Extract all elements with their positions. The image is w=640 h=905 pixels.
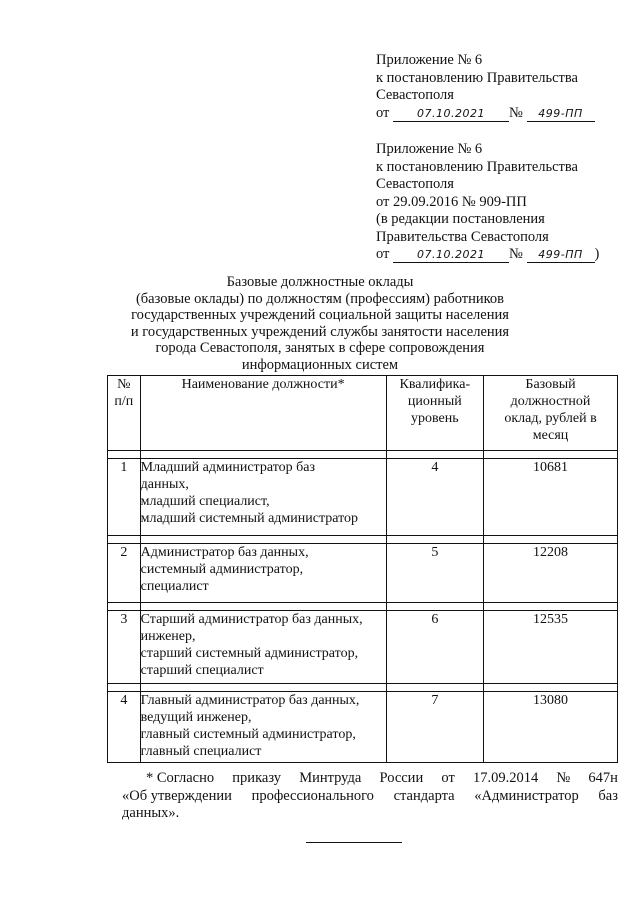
footnote-line: * Согласно приказу Минтруда России от 17.09.2014 № 647н: [146, 770, 618, 786]
date-prefix: от: [376, 104, 390, 121]
title-line: информационных систем: [241, 356, 399, 373]
title-line: города Севастополя, занятых в сфере сопровождения: [155, 340, 485, 356]
table-row: [108, 692, 618, 763]
row-position: Главный администратор баз данных, ведущий инженер, главный системный администратор, главный специалист: [140, 692, 386, 763]
header-position: Наименование должности*: [140, 376, 386, 451]
row-number: 4: [108, 692, 141, 763]
appendix-line: Севастополя: [376, 176, 454, 192]
row-salary: 13080: [484, 692, 618, 763]
row-position: Администратор баз данных, системный администратор, специалист: [140, 544, 386, 603]
header-number: № п/п: [108, 376, 141, 451]
number-prefix: №: [509, 246, 523, 262]
row-salary: 10681: [484, 459, 618, 536]
appendix-line: Приложение № 6: [376, 141, 483, 157]
header-qualification-level: Квалифика- ционный уровень: [386, 376, 483, 451]
appendix-line: (в редакции постановления: [376, 211, 545, 227]
document-title: [110, 274, 530, 373]
footnote: [122, 770, 618, 823]
row-level: 6: [386, 611, 483, 684]
row-salary: 12208: [484, 544, 618, 603]
title-line: и государственных учреждений службы занятости населения: [130, 323, 510, 340]
handwritten-number: 499-ПП: [527, 248, 595, 263]
table-row: [108, 544, 618, 603]
title-line: (базовые оклады) по должностям (профессиям) работников: [135, 290, 505, 307]
row-position: Старший администратор баз данных, инженер, старший системный администратор, старший специалист: [140, 611, 386, 684]
handwritten-date: 07.10.2021: [393, 107, 509, 122]
appendix-date-line: [376, 105, 616, 123]
footnote-line: данных».: [122, 805, 180, 821]
row-salary: 12535: [484, 611, 618, 684]
table-spacer-row: [108, 536, 618, 544]
salary-table: [107, 375, 618, 763]
number-prefix: №: [509, 104, 523, 121]
table-spacer-row: [108, 603, 618, 611]
appendix-line: Севастополя: [376, 87, 454, 103]
appendix-date-line: [376, 246, 616, 264]
row-level: 4: [386, 459, 483, 536]
appendix-line: к постановлению Правительства: [376, 69, 578, 86]
appendix-line: Правительства Севастополя: [376, 228, 549, 245]
table-spacer-row: [108, 451, 618, 459]
header-base-salary: Базовый должностной оклад, рублей в месяц: [484, 376, 618, 451]
footnote-line: «Об утверждении профессионального стандарта «Администратор баз: [122, 787, 618, 804]
appendix-current: [376, 52, 616, 122]
title-line: Базовые должностные оклады: [226, 274, 414, 290]
table-spacer-row: [108, 684, 618, 692]
date-prefix: от: [376, 246, 390, 262]
table-row: [108, 459, 618, 536]
row-level: 5: [386, 544, 483, 603]
appendix-line: к постановлению Правительства: [376, 158, 578, 175]
closing-rule: [306, 842, 402, 843]
row-position: Младший администратор баз данных, младший специалист, младший системный администратор: [140, 459, 386, 536]
table-row: [108, 611, 618, 684]
appendix-original: [376, 141, 616, 264]
row-number: 2: [108, 544, 141, 603]
title-line: государственных учреждений социальной защиты населения: [131, 307, 509, 323]
handwritten-number: 499-ПП: [527, 107, 595, 122]
appendix-line: Приложение № 6: [376, 52, 483, 68]
row-number: 3: [108, 611, 141, 684]
row-number: 1: [108, 459, 141, 536]
handwritten-date: 07.10.2021: [393, 248, 509, 263]
row-level: 7: [386, 692, 483, 763]
table-header-row: [108, 376, 618, 451]
appendix-line: от 29.09.2016 № 909-ПП: [376, 193, 527, 210]
closing-paren: ): [594, 246, 600, 262]
